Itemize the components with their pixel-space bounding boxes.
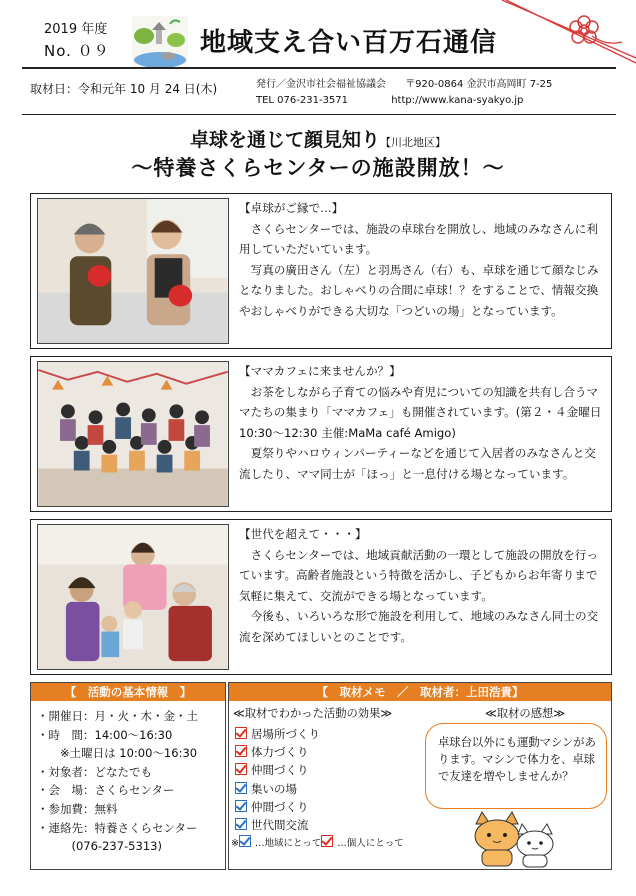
header-rule bbox=[22, 67, 616, 69]
issue-year: 2019 年度 bbox=[44, 22, 108, 37]
info-row: ・対象者：どなたでも bbox=[37, 764, 152, 779]
publisher-address: 〒920-0864 金沢市高岡町 7-25 bbox=[405, 79, 553, 90]
article-paragraph: さくらセンターでは、施設の卓球台を開放し、地域のみなさんに利用していただいています。 bbox=[239, 221, 598, 257]
photo-children-and-elder bbox=[37, 524, 229, 670]
info-row: ・時 間：14:00～16:30 bbox=[37, 727, 173, 742]
photo-two-women-table-tennis bbox=[37, 198, 229, 344]
interview-date: 取材日：令和元年 10 月 24 日(木) bbox=[30, 82, 218, 96]
article-paragraph: 夏祭りやハロウィンパーティーなどを通じて入居者のみなさんと交流したり、ママ同士が「ほっ」と一息付ける場となっています。 bbox=[239, 446, 596, 481]
info-row: ・参加費：無料 bbox=[37, 801, 118, 816]
article-heading: 【卓球がご縁で…】 bbox=[239, 201, 344, 215]
headline-sub: ～特養さくらセンターの施設開放！～ bbox=[131, 156, 505, 180]
headline bbox=[0, 125, 636, 152]
impression-text: 卓球台以外にも運動マシンがあります。マシンで体力を、卓球で友達を増やしませんか？ bbox=[438, 736, 596, 783]
info-row: (076-237-5313) bbox=[37, 839, 162, 854]
red-check-icon bbox=[235, 745, 247, 757]
info-row: ・会 場：さくらセンター bbox=[37, 783, 175, 798]
effects-title: ≪取材でわかった活動の効果≫ bbox=[233, 707, 393, 720]
effect-item bbox=[235, 816, 320, 834]
impressions-title: ≪取材の感想≫ bbox=[485, 707, 566, 720]
effect-label: 世代間交流 bbox=[251, 818, 309, 833]
effect-label: 体力づくり bbox=[251, 745, 309, 760]
effect-label: 仲間づくり bbox=[251, 799, 309, 814]
newsletter-title: 地域支え合い百万石通信 bbox=[200, 28, 498, 58]
effect-item bbox=[235, 725, 320, 743]
garden-logo bbox=[130, 14, 190, 70]
effect-label: 居場所づくり bbox=[251, 727, 320, 741]
basic-info-title: 【 活動の基本情報 】 bbox=[31, 683, 225, 701]
article-text bbox=[239, 198, 605, 322]
blue-check-icon bbox=[235, 818, 247, 830]
district-label: 【川北地区】 bbox=[380, 136, 446, 149]
article-heading: 【世代を超えて・・・】 bbox=[239, 527, 367, 541]
basic-info-list bbox=[31, 701, 225, 862]
effect-item bbox=[235, 780, 320, 798]
effect-item bbox=[235, 798, 320, 816]
contact-line bbox=[256, 95, 523, 106]
publisher-url[interactable]: http://www.kana-syakyo.jp bbox=[391, 95, 524, 106]
publisher-name: 発行／金沢市社会福祉協議会 bbox=[256, 79, 386, 90]
publisher-tel: TEL 076-231-3571 bbox=[256, 95, 349, 106]
effect-label: 仲間づくり bbox=[251, 763, 309, 778]
red-check-icon bbox=[235, 727, 247, 739]
memo-title: 【 取材メモ ／ 取材者：上田浩貴】 bbox=[229, 683, 611, 701]
effect-item bbox=[235, 761, 320, 779]
article-text bbox=[239, 524, 605, 648]
red-check-icon bbox=[235, 763, 247, 775]
article-paragraph: 今後も、いろいろな形で施設を利用して、地域のみなさん同士の交流を深めてほしいとのことです。 bbox=[239, 609, 599, 644]
publisher bbox=[256, 75, 552, 95]
effect-item bbox=[235, 743, 320, 761]
legend-mark: ※ bbox=[231, 838, 239, 849]
article-heading: 【ママカフェに来ませんか？】 bbox=[239, 364, 401, 378]
legend-community: …地域にとって bbox=[254, 838, 322, 849]
article-text bbox=[239, 361, 605, 485]
effect-label: 集いの場 bbox=[251, 781, 297, 796]
blue-check-icon bbox=[235, 800, 247, 812]
article-paragraph: 写真の廣田さん（左）と羽馬さん（右）も、卓球を通じて顔なじみとなりました。おしゃべりの合間に卓球！？をすることで、情報交換やおしゃべりができる大切な「つどいの場」となっています。 bbox=[239, 262, 599, 318]
info-row: ※土曜日は 10:00～16:30 bbox=[37, 746, 198, 761]
effects-list bbox=[235, 725, 320, 834]
article-paragraph: さくらセンターでは、地域貢献活動の一環として施設の開放を行っています。高齢者施設という特徴を活かし、子どもからお年寄りまで気軽に集えて、交流ができる場となっています。 bbox=[239, 547, 598, 603]
blue-check-icon bbox=[235, 782, 247, 794]
issue-number: No. ０９ bbox=[44, 42, 110, 60]
info-row: ・連絡先：特養さくらセンター bbox=[37, 820, 198, 835]
red-check-icon bbox=[321, 835, 333, 847]
legend-personal: …個人にとって bbox=[337, 838, 404, 849]
article-paragraph: お茶をしながら子育ての悩みや育児についての知識を共有し合うママたちの集まり「ママカフェ」も開催されています。(第２・４金曜日 10:30～12:30 主催:MaMa café Amigo) bbox=[239, 384, 602, 440]
info-row: ・開催日：月・火・木・金・土 bbox=[37, 709, 198, 723]
impression-bubble bbox=[425, 723, 607, 809]
mizuhiki-decoration bbox=[492, 0, 636, 70]
article-generations bbox=[30, 519, 612, 675]
article-table-tennis bbox=[30, 193, 612, 349]
cat-mascot-white-icon bbox=[512, 822, 558, 868]
photo-mama-cafe-group bbox=[37, 361, 229, 507]
headline-main: 卓球を通じて顔見知り bbox=[189, 129, 380, 151]
legend bbox=[231, 835, 404, 849]
header-rule-2 bbox=[22, 114, 616, 115]
basic-info-panel bbox=[30, 682, 226, 870]
blue-check-icon bbox=[239, 835, 251, 847]
article-mama-cafe bbox=[30, 356, 612, 512]
